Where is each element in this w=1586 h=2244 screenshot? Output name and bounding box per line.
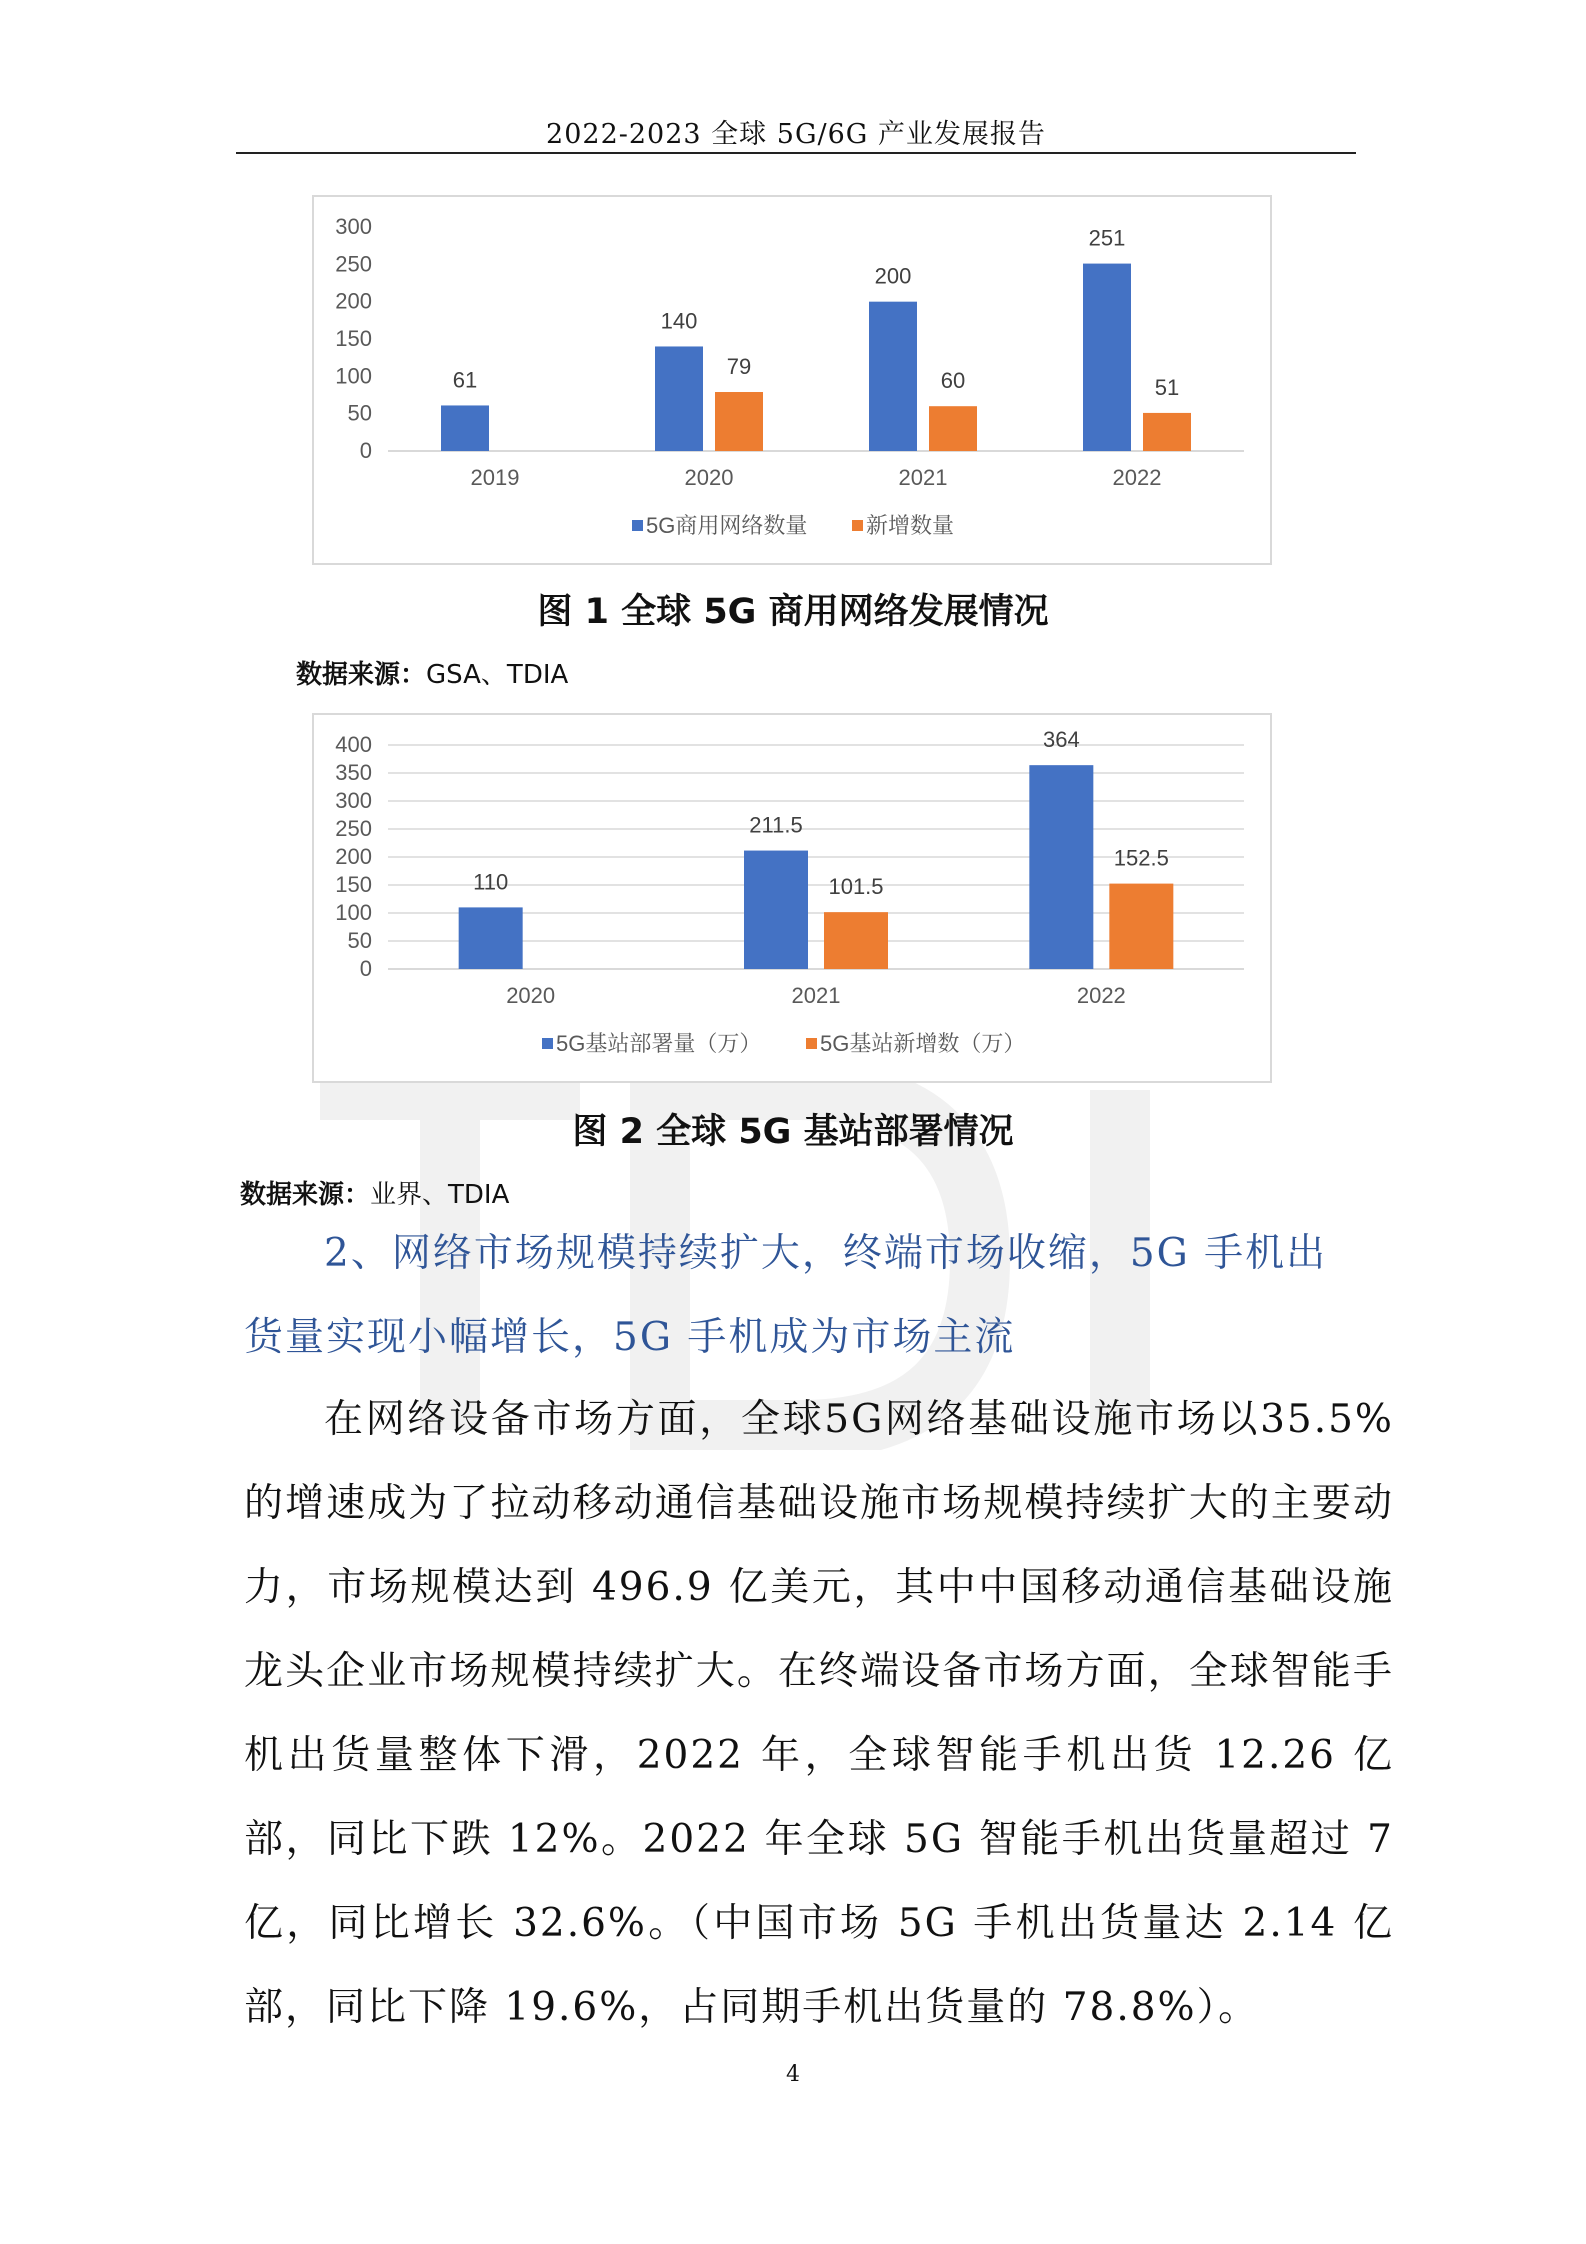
figure-2-source bbox=[240, 1174, 509, 1211]
source-label: 数据来源： bbox=[240, 1180, 371, 1210]
x-tick-label: 2022 bbox=[1076, 983, 1126, 1008]
x-tick-label: 2020 bbox=[506, 983, 556, 1008]
legend-swatch bbox=[852, 520, 863, 531]
source-value: GSA、TDIA bbox=[426, 660, 569, 690]
bar-secondary bbox=[824, 912, 888, 969]
bar-primary bbox=[1029, 765, 1093, 969]
data-label: 200 bbox=[874, 263, 912, 289]
bar-secondary bbox=[715, 392, 763, 451]
y-tick-label: 350 bbox=[335, 760, 372, 785]
y-tick-label: 50 bbox=[347, 400, 372, 426]
figure-2-chart bbox=[312, 713, 1272, 1083]
figure-2-caption: 图 2 全球 5G 基站部署情况 bbox=[572, 1112, 1014, 1152]
running-header: 2022-2023 全球 5G/6G 产业发展报告 bbox=[546, 119, 1046, 150]
source-label: 数据来源： bbox=[296, 660, 427, 690]
data-label: 140 bbox=[660, 308, 698, 334]
y-tick-label: 200 bbox=[335, 288, 372, 314]
data-label: 101.5 bbox=[828, 874, 884, 900]
y-tick-label: 50 bbox=[347, 928, 372, 953]
bar-primary bbox=[441, 405, 489, 451]
y-tick-label: 200 bbox=[335, 844, 372, 869]
legend-swatch bbox=[632, 520, 643, 531]
x-tick-label: 2021 bbox=[791, 983, 841, 1008]
figure-1-caption: 图 1 全球 5G 商用网络发展情况 bbox=[537, 592, 1049, 632]
bar-primary bbox=[744, 851, 808, 969]
y-tick-label: 300 bbox=[335, 214, 372, 239]
y-tick-label: 250 bbox=[335, 251, 372, 277]
figure-1-source bbox=[296, 654, 568, 691]
legend-label: 5G基站新增数（万） bbox=[820, 1031, 1026, 1056]
page-number: 4 bbox=[786, 2062, 800, 2087]
bar-primary bbox=[869, 302, 917, 451]
data-label: 152.5 bbox=[1113, 845, 1169, 871]
bar-secondary bbox=[929, 406, 977, 451]
legend-label: 5G基站部署量（万） bbox=[556, 1031, 762, 1056]
x-tick-label: 2022 bbox=[1112, 465, 1162, 490]
y-tick-label: 400 bbox=[335, 732, 372, 757]
data-label: 60 bbox=[940, 368, 966, 394]
y-tick-label: 100 bbox=[335, 900, 372, 925]
bar-secondary bbox=[1109, 884, 1173, 969]
data-label: 364 bbox=[1042, 727, 1080, 753]
y-tick-label: 150 bbox=[335, 326, 372, 351]
y-tick-label: 300 bbox=[335, 788, 372, 813]
x-tick-label: 2019 bbox=[470, 465, 520, 490]
bar-primary bbox=[459, 907, 523, 969]
legend-label: 5G商用网络数量 bbox=[646, 513, 808, 538]
y-tick-label: 150 bbox=[335, 872, 372, 897]
header-divider bbox=[236, 152, 1356, 154]
legend-swatch bbox=[542, 1038, 553, 1049]
y-tick-label: 100 bbox=[335, 363, 372, 389]
data-label: 61 bbox=[452, 367, 478, 393]
y-tick-label: 0 bbox=[359, 956, 372, 981]
legend-swatch bbox=[806, 1038, 817, 1049]
figure-2-svg bbox=[314, 715, 1270, 1081]
data-label: 211.5 bbox=[749, 812, 803, 838]
bar-primary bbox=[1083, 264, 1131, 451]
figure-1-chart bbox=[312, 195, 1272, 565]
figure-1-svg bbox=[314, 197, 1270, 563]
data-label: 79 bbox=[726, 354, 752, 380]
section-heading: 2、网络市场规模持续扩大，终端市场收缩，5G 手机出货量实现小幅增长，5G 手机成为市场主流 bbox=[244, 1231, 1328, 1360]
data-label: 110 bbox=[473, 869, 509, 895]
body-paragraph: 在网络设备市场方面，全球5G网络基础设施市场以35.5%的增速成为了拉动移动通信基础设施市场规模持续扩大的主要动力，市场规模达到 496.9 亿美元，其中中国移动通信基础设施龙头企业市场规模持续扩大。在终端设备市场方面，全球智能手机出货量整体下滑，2022 年，全球智能手机出货 12.26 亿部，同比下跌 12%。2022 年全球 5G 智能手机出货量超过 7 亿，同比增长 32.6%。（中国市场 5G 手机出货量达 2.14 亿部，同比下降 19.6%，占同期手机出货量的 78.8%）。 bbox=[244, 1397, 1394, 2030]
bar-secondary bbox=[1143, 413, 1191, 451]
x-tick-label: 2020 bbox=[684, 465, 734, 490]
data-label: 51 bbox=[1154, 374, 1180, 400]
source-value: 业界、TDIA bbox=[370, 1180, 510, 1210]
legend-label: 新增数量 bbox=[866, 513, 955, 538]
y-tick-label: 0 bbox=[359, 438, 372, 463]
bar-primary bbox=[655, 346, 703, 451]
x-tick-label: 2021 bbox=[898, 465, 948, 490]
data-label: 251 bbox=[1088, 225, 1126, 251]
y-tick-label: 250 bbox=[335, 816, 372, 841]
